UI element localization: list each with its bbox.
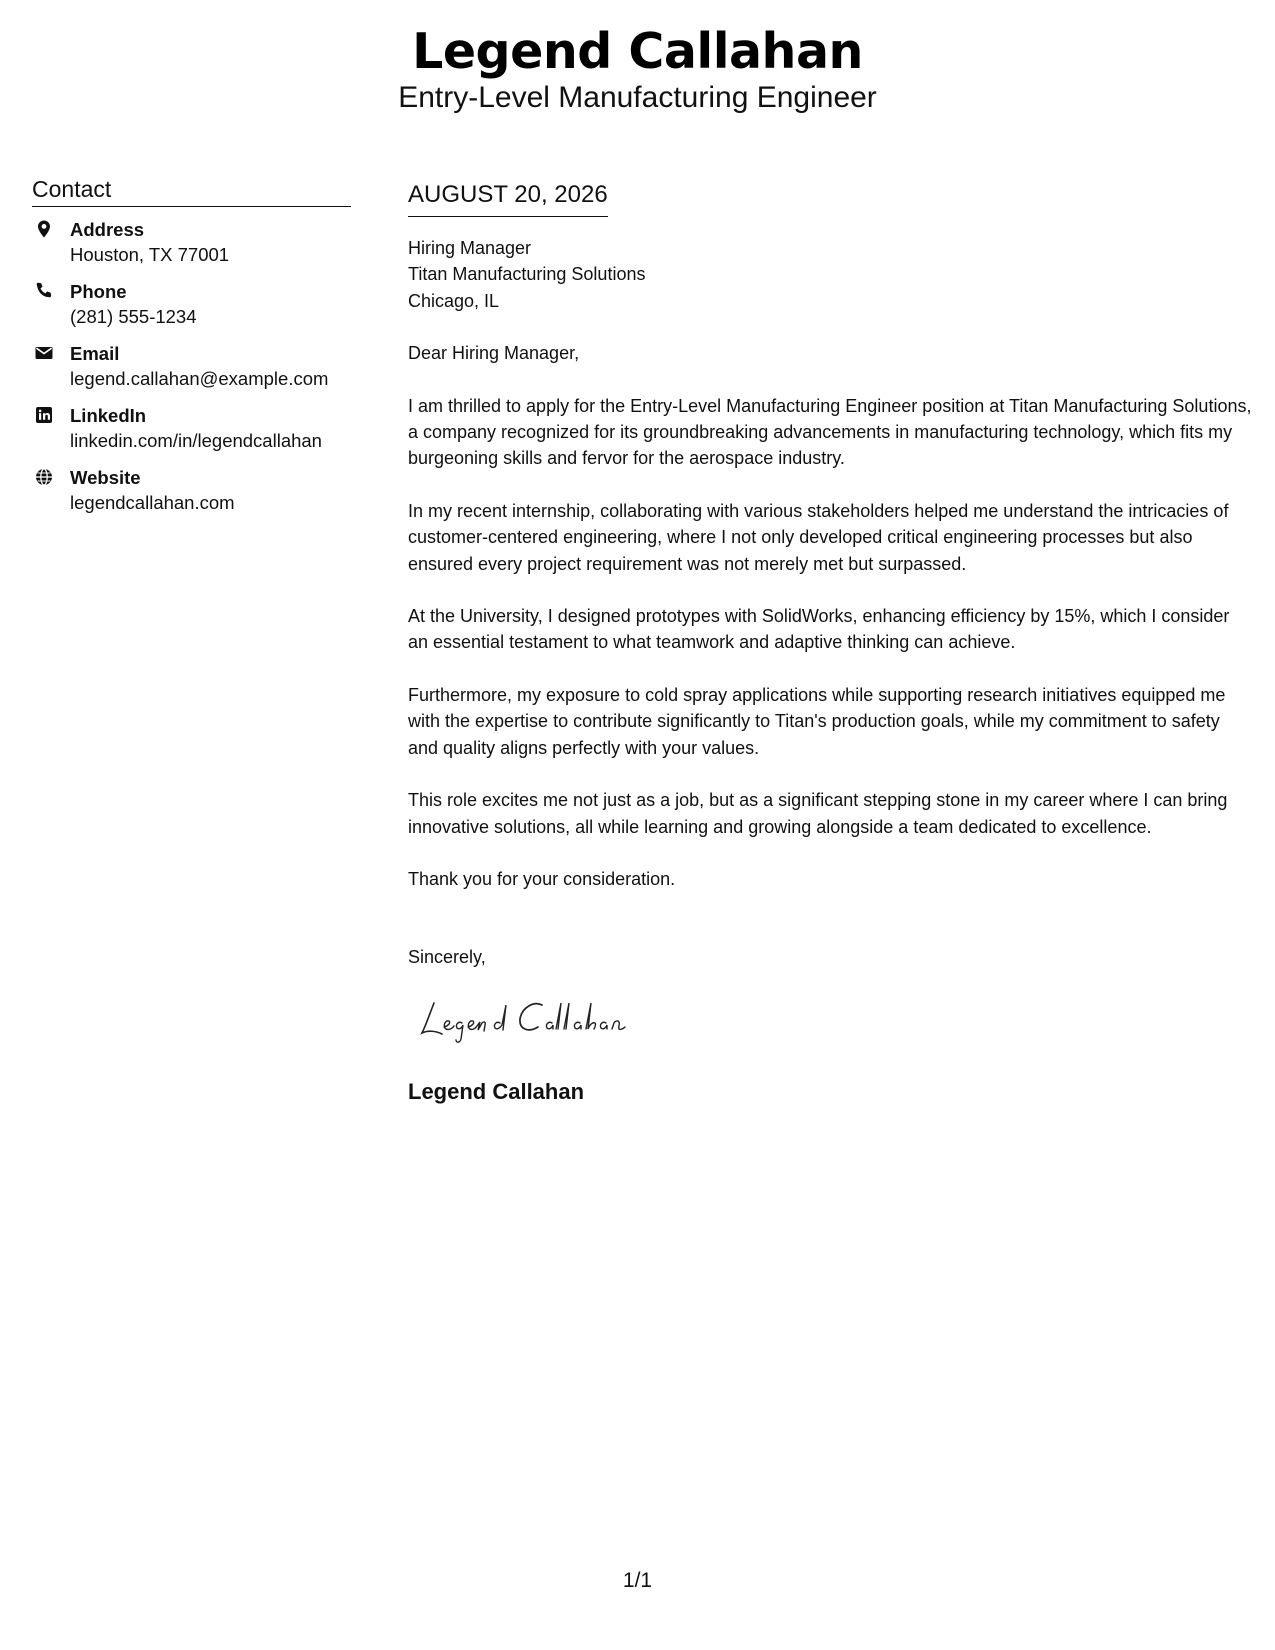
contact-value[interactable]: linkedin.com/in/legendcallahan — [70, 430, 322, 451]
contact-value[interactable]: legendcallahan.com — [70, 492, 235, 513]
letter-date: AUGUST 20, 2026 — [408, 178, 608, 217]
recipient-block — [408, 235, 1253, 314]
contact-heading: Contact — [32, 174, 351, 207]
letter-paragraph: In my recent internship, collaborating with various stakeholders helped me understand the intricacies of customer-centered engineering, where I not only developed critical engineering processes but also ensured every project requirement was not merely met but surpassed. — [408, 500, 1229, 574]
contact-item-phone — [32, 279, 351, 329]
page-number: 1/1 — [622, 1569, 653, 1592]
candidate-name: Legend Callahan — [412, 23, 863, 80]
contact-value[interactable]: legend.callahan@example.com — [70, 368, 329, 389]
contact-label: LinkedIn — [70, 405, 147, 426]
document-header — [0, 24, 1275, 116]
letter-body — [408, 178, 1253, 1106]
contact-label: Address — [70, 219, 145, 240]
contact-label: Phone — [70, 281, 127, 302]
contact-sidebar — [32, 174, 351, 527]
globe-icon — [34, 467, 54, 487]
contact-value: Houston, TX 77001 — [70, 244, 230, 265]
contact-label: Email — [70, 343, 120, 364]
recipient-line: Hiring Manager — [408, 238, 532, 258]
letter-paragraph: Thank you for your consideration. — [408, 868, 676, 889]
salutation: Dear Hiring Manager, — [408, 343, 580, 364]
letter-paragraph: Furthermore, my exposure to cold spray applications while supporting research initiatives equipped me with the expertise to contribute significantly to Titan's production goals, while my commitment to safety and quality aligns perfectly with your values. — [408, 684, 1226, 758]
candidate-title: Entry-Level Manufacturing Engineer — [398, 81, 877, 114]
contact-label: Website — [70, 467, 141, 488]
contact-item-address — [32, 217, 351, 267]
letter-paragraph: This role excites me not just as a job, but as a significant stepping stone in my career where I can bring innovative solutions, all while learning and growing alongside a team dedicated to excellence. — [408, 790, 1228, 837]
closing: Sincerely, — [408, 947, 486, 968]
contact-item-email — [32, 341, 351, 391]
handwritten-signature — [414, 989, 674, 1049]
letter-paragraph: At the University, I designed prototypes with SolidWorks, enhancing efficiency by 15%, which I consider an essential testament to what teamwork and adaptive thinking can achieve. — [408, 606, 1230, 653]
recipient-line: Titan Manufacturing Solutions — [408, 264, 646, 285]
recipient-line: Chicago, IL — [408, 290, 500, 311]
envelope-icon — [34, 343, 54, 363]
contact-item-website — [32, 465, 351, 515]
letter-paragraph: I am thrilled to apply for the Entry-Level Manufacturing Engineer position at Titan Manufacturing Solutions, a company recognized for its groundbreaking advancements in manufacturing technology, which fits my burgeoning skills and fervor for the aerospace industry. — [408, 395, 1252, 469]
phone-icon — [34, 281, 54, 301]
signed-name: Legend Callahan — [408, 1079, 585, 1105]
linkedin-icon — [34, 405, 54, 425]
contact-value: (281) 555-1234 — [70, 306, 197, 327]
contact-item-linkedin — [32, 403, 351, 453]
map-pin-icon — [34, 219, 54, 239]
